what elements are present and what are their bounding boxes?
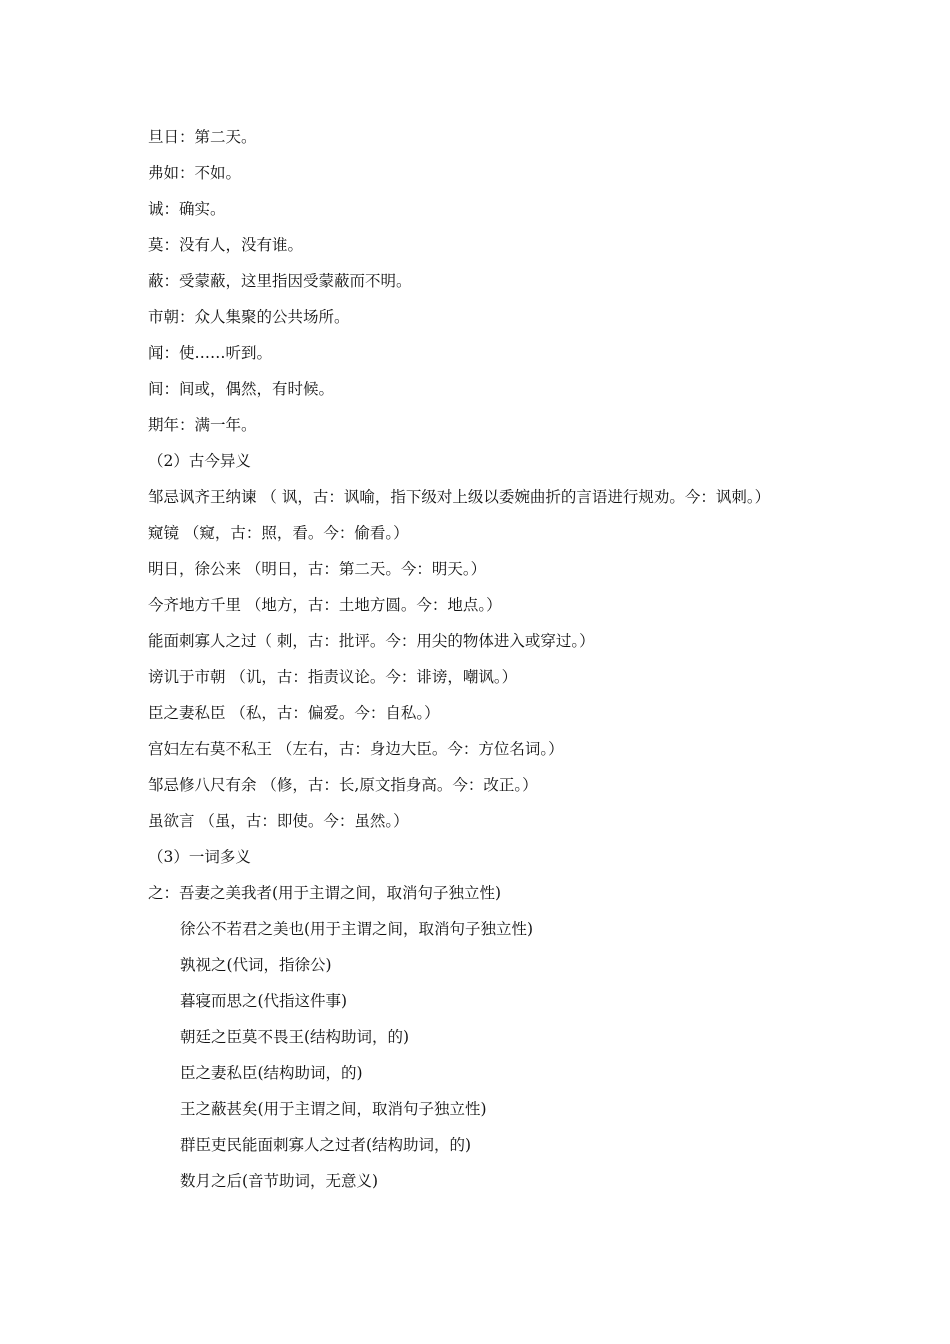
vocab-line: 闻：使……听到。 [148,344,273,362]
document-page [148,124,888,1204]
vocab-line: 期年：满一年。 [148,416,257,434]
ancient-modern-line: 虽欲言 （虽，古：即使。今：虽然。） [148,812,409,830]
polysemy-line: 孰视之(代词，指徐公) [180,956,332,974]
vocab-line: 莫：没有人，没有谁。 [148,236,304,254]
ancient-modern-line: 谤讥于市朝 （讥，古：指责议论。今：诽谤，嘲讽。） [148,668,518,686]
vocab-line: 诚：确实。 [148,200,226,218]
polysemy-line: 数月之后(音节助词，无意义) [180,1172,379,1190]
polysemy-line: 王之蔽甚矣(用于主谓之间，取消句子独立性) [180,1100,487,1118]
ancient-modern-line: 能面刺寡人之过（ 刺，古：批评。今：用尖的物体进入或穿过。） [148,632,595,650]
section-heading-ancient-modern: （2）古今异义 [148,452,251,470]
ancient-modern-line: 宫妇左右莫不私王 （左右，古：身边大臣。今：方位名词。） [148,740,564,758]
ancient-modern-line: 窥镜 （窥，古：照，看。今：偷看。） [148,524,409,542]
polysemy-line: 徐公不若君之美也(用于主谓之间，取消句子独立性) [180,920,534,938]
vocab-line: 弗如：不如。 [148,164,242,182]
vocab-line: 旦日：第二天。 [148,128,257,146]
ancient-modern-line: 邹忌修八尺有余 （修，古：长,原文指身高。今：改正。） [148,776,538,794]
vocab-line: 间：间或，偶然，有时候。 [148,380,335,398]
polysemy-line: 暮寝而思之(代指这件事) [180,992,348,1010]
ancient-modern-line: 明日，徐公来 （明日，古：第二天。今：明天。） [148,560,487,578]
section-heading-polysemy: （3）一词多义 [148,848,251,866]
polysemy-line: 群臣吏民能面刺寡人之过者(结构助词，的) [180,1136,472,1154]
ancient-modern-line: 今齐地方千里 （地方，古：土地方圆。今：地点。） [148,596,502,614]
vocab-line: 市朝：众人集聚的公共场所。 [148,308,350,326]
polysemy-line: 朝廷之臣莫不畏王(结构助词，的) [180,1028,410,1046]
polysemy-line: 臣之妻私臣(结构助词，的) [180,1064,363,1082]
ancient-modern-line: 臣之妻私臣 （私，古：偏爱。今：自私。） [148,704,440,722]
vocab-line: 蔽：受蒙蔽，这里指因受蒙蔽而不明。 [148,272,412,290]
polysemy-first-line: 之：吾妻之美我者(用于主谓之间，取消句子独立性) [148,884,502,902]
ancient-modern-line: 邹忌讽齐王纳谏 （ 讽，古：讽喻，指下级对上级以委婉曲折的言语进行规劝。今：讽刺。） [148,488,771,506]
